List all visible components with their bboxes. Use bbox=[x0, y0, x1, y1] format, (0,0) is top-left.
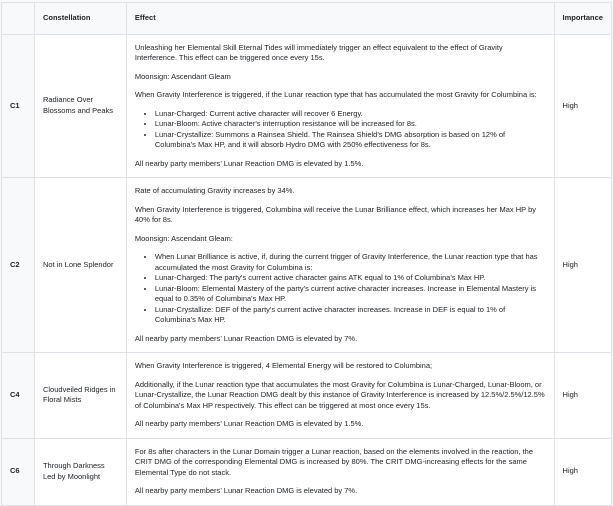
effect-paragraph: Unleashing her Elemental Skill Eternal Tides will immediately trigger an effect equivalent to the effect of Gravity Interference. This effect can be triggered once every 15s. bbox=[134, 42, 503, 62]
effect-paragraph: All nearby party members’ Lunar Reaction DMG is elevated by 1.5%. bbox=[134, 419, 364, 428]
constellation-id: C4 bbox=[2, 353, 35, 439]
table-row bbox=[2, 34, 612, 178]
effect-list-item: • When Lunar Brilliance is active, if, during the current trigger of Gravity Interference, the Lunar reaction type that has accumulated the most Gravity for Columbina is: bbox=[155, 252, 546, 273]
effect-list-item: • Lunar-Bloom: Elemental Mastery of the party's current active character increases. Increase in Elemental Mastery is equal to 0.35% of Columbina's Max HP. bbox=[155, 284, 546, 305]
effect-list bbox=[135, 252, 546, 326]
table-header bbox=[2, 3, 612, 35]
constellation-id: C1 bbox=[2, 34, 35, 178]
constellation-importance: High bbox=[554, 34, 611, 178]
constellation-id: C6 bbox=[2, 438, 35, 505]
table-row bbox=[2, 178, 612, 353]
constellations-table bbox=[1, 2, 612, 506]
effect-list bbox=[135, 109, 546, 151]
effect-list-item: • Lunar-Charged: The party's current active character gains ATK equal to 1% of Columbina's Max HP. bbox=[155, 273, 546, 284]
effect-paragraph: When Gravity Interference is triggered, 4 Elemental Energy will be restored to Columbina; bbox=[134, 361, 433, 370]
constellation-effect bbox=[126, 353, 554, 439]
constellation-id: C2 bbox=[2, 178, 35, 353]
effect-paragraph: Rate of accumulating Gravity increases by 34%. bbox=[134, 186, 295, 195]
constellation-name: Through Darkness Led by Moonlight bbox=[34, 438, 126, 505]
effect-list-item: • Lunar-Crystallize: DEF of the party's current active character increases. Increase in DEF is equal to 1% of Columbina's Max HP. bbox=[155, 305, 546, 326]
effect-paragraph: Moonsign: Ascendant Gleam bbox=[134, 71, 231, 81]
table-body bbox=[2, 34, 612, 505]
effect-paragraph: For 8s after characters in the Lunar Domain trigger a Lunar reaction, based on the elements involved in the reaction, the CRIT DMG of the corresponding Elemental DMG is increased by 80%. The CRIT DMG-increasing effects for the same Elemental Type do not stack. bbox=[134, 446, 534, 477]
effect-paragraph: Additionally, if the Lunar reaction type that accumulates the most Gravity for Columbina is Lunar-Charged, Lunar-Bloom, or Lunar-Crystallize, the Lunar Reaction DMG dealt by this instance of Gravity Interference is increased by 12.5%/2.5%/12.5% of Columbina's Max HP respectively. This effect can be triggered at most once every 15s. bbox=[134, 379, 545, 410]
effect-list-item: • Lunar-Bloom: Active character's interruption resistance will be increased for 8s. bbox=[155, 119, 546, 130]
header-id bbox=[2, 3, 35, 35]
table-row bbox=[2, 353, 612, 439]
effect-paragraph: When Gravity Interference is triggered, if the Lunar reaction type that has accumulated the most Gravity for Columbina is: bbox=[134, 90, 537, 99]
effect-paragraph: All nearby party members’ Lunar Reaction DMG is elevated by 7%. bbox=[134, 333, 358, 343]
effect-list-item: • Lunar-Crystallize: Summons a Rainsea Shield. The Rainsea Shield's DMG absorption is based on 12% of Columbina's Max HP, and it will absorb Hydro DMG with 250% effectiveness for 8s. bbox=[155, 130, 546, 151]
header-constellation: Constellation bbox=[34, 3, 126, 35]
constellation-name: Cloudveiled Ridges in Floral Mists bbox=[34, 353, 126, 439]
constellation-importance: High bbox=[554, 438, 611, 505]
table-row bbox=[2, 438, 612, 505]
constellation-name: Not in Lone Splendor bbox=[34, 178, 126, 353]
constellation-importance: High bbox=[554, 178, 611, 353]
constellation-effect bbox=[126, 34, 554, 178]
effect-paragraph: All nearby party members’ Lunar Reaction DMG is elevated by 1.5%. bbox=[134, 158, 364, 168]
effect-list-item: • Lunar-Charged: Current active character will recover 6 Energy. bbox=[155, 109, 546, 120]
constellation-effect bbox=[126, 438, 554, 505]
header-row bbox=[2, 3, 612, 35]
header-effect: Effect bbox=[126, 3, 554, 35]
constellation-name: Radiance Over Blossoms and Peaks bbox=[34, 34, 126, 178]
constellation-importance: High bbox=[554, 353, 611, 439]
effect-paragraph: Moonsign: Ascendant Gleam: bbox=[134, 233, 233, 243]
header-importance: Importance bbox=[554, 3, 611, 35]
effect-paragraph: All nearby party members’ Lunar Reaction DMG is elevated by 7%. bbox=[134, 486, 358, 495]
constellation-effect bbox=[126, 178, 554, 353]
effect-paragraph: When Gravity Interference is triggered, Columbina will receive the Lunar Brilliance effect, which increases her Max HP by 40% for 8s. bbox=[134, 204, 537, 224]
